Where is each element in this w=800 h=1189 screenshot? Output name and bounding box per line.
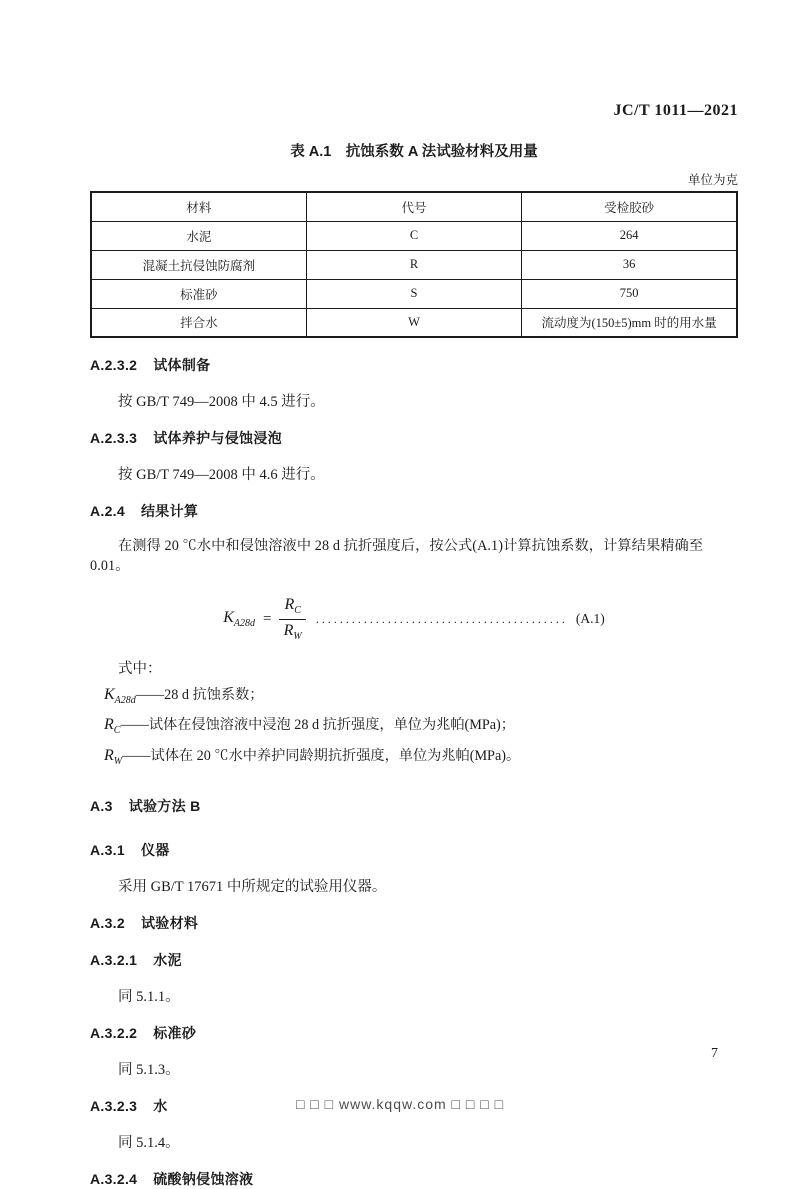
section-heading-a233 [90, 428, 738, 448]
footer-watermark: □ □ □ www.kqqw.com □ □ □ □ [295, 1096, 505, 1112]
section-heading-a32 [90, 913, 738, 933]
variable-rc: R [284, 596, 295, 613]
definition-symbol-subscript: A28d [114, 694, 136, 706]
definition-description: ——试体在 20 ℃水中养护同龄期抗折强度，单位为兆帕(MPa)。 [122, 747, 521, 764]
section-title: 硫酸钠侵蚀溶液 [153, 1170, 254, 1187]
table-body [91, 221, 737, 337]
variable-k: K [223, 609, 234, 626]
materials-table [90, 191, 738, 338]
section-number: A.3.1 [90, 841, 125, 858]
header-cell-code: 代号 [306, 192, 521, 221]
equation-number: (A.1) [575, 611, 605, 626]
section-number: A.2.4 [90, 503, 125, 519]
section-heading-a324 [90, 1169, 738, 1189]
variable-k-subscript: A28d [233, 618, 255, 629]
section-title: 试验材料 [140, 914, 199, 931]
cell-code: R [306, 250, 521, 279]
page-content [90, 0, 738, 1189]
section-body-a232: 按 GB/T 749—2008 中 4.5 进行。 [118, 394, 325, 410]
definition-symbol: K [104, 686, 115, 703]
variable-rc-subscript: C [294, 605, 301, 616]
cell-code: S [306, 279, 521, 308]
variable-rw-subscript: W [293, 630, 302, 642]
section-title: 结果计算 [140, 503, 199, 519]
definition-symbol: R [104, 746, 114, 764]
definition-rc [90, 713, 738, 738]
section-title: 试体制备 [153, 357, 211, 373]
section-heading-a322 [90, 1023, 738, 1043]
section-heading-a24 [90, 501, 738, 521]
fraction-numerator [279, 595, 305, 620]
definition-rw [90, 744, 738, 769]
table-row [91, 308, 737, 337]
dot-leader: .......................................... [315, 611, 568, 626]
fraction [279, 595, 305, 643]
cell-material: 标准砂 [91, 279, 306, 308]
cell-material: 水泥 [91, 221, 306, 250]
section-number: A.3.2 [90, 914, 125, 931]
section-number: A.2.3.3 [90, 430, 138, 446]
table-row [91, 221, 737, 250]
standard-code: JC/T 1011—2021 [613, 102, 738, 119]
page-number: 7 [711, 1046, 718, 1061]
section-title: 水 [153, 1097, 168, 1114]
section-title: 试验方法 B [128, 797, 201, 814]
fraction-denominator [284, 620, 302, 644]
header-cell-mortar: 受检胶砂 [522, 192, 737, 221]
cell-amount: 750 [522, 279, 737, 308]
section-body-a321: 同 5.1.1。 [118, 988, 180, 1005]
section-body-a323: 同 5.1.4。 [118, 1134, 180, 1151]
section-title: 标准砂 [153, 1024, 197, 1041]
cell-material: 拌合水 [91, 308, 306, 337]
section-number: A.3.2.4 [90, 1170, 138, 1187]
definition-description: ——试体在侵蚀溶液中浸泡 28 d 抗折强度，单位为兆帕(MPa)； [120, 717, 515, 734]
section-number: A.3 [90, 797, 113, 814]
section-body-a322: 同 5.1.3。 [118, 1061, 180, 1078]
table-header-row [91, 192, 737, 221]
variable-rw: R [283, 621, 294, 639]
definition-symbol-subscript: C [113, 725, 121, 737]
table-row [91, 279, 737, 308]
cell-amount: 36 [522, 250, 737, 279]
definition-k [90, 683, 738, 708]
table-row [91, 250, 737, 279]
cell-material: 混凝土抗侵蚀防腐剂 [91, 250, 306, 279]
header-cell-material: 材料 [91, 192, 306, 221]
section-number: A.3.2.1 [90, 951, 138, 968]
cell-amount: 流动度为(150±5)mm 时的用水量 [522, 308, 737, 337]
section-heading-a3 [90, 796, 738, 816]
definition-description: ——28 d 抗蚀系数； [135, 687, 264, 703]
section-title: 试体养护与侵蚀浸泡 [153, 430, 282, 446]
section-number: A.3.2.3 [90, 1097, 138, 1114]
cell-code: W [306, 308, 521, 337]
definitions-intro: 式中： [118, 661, 162, 677]
section-body-a31: 采用 GB/T 17671 中所规定的试验用仪器。 [118, 878, 387, 895]
formula-lhs [223, 609, 255, 629]
cell-amount: 264 [522, 221, 737, 250]
equals-sign: = [262, 610, 272, 627]
cell-code: C [306, 221, 521, 250]
section-number: A.3.2.2 [90, 1024, 138, 1041]
table-caption: 表 A.1 抗蚀系数 A 法试验材料及用量 [290, 144, 538, 160]
section-title: 仪器 [140, 841, 170, 858]
definition-symbol-subscript: W [113, 755, 123, 767]
definition-symbol: R [104, 716, 114, 734]
section-heading-a31 [90, 840, 738, 860]
section-heading-a321 [90, 950, 738, 970]
section-body-a233: 按 GB/T 749—2008 中 4.6 进行。 [118, 467, 325, 483]
section-heading-a232 [90, 355, 738, 375]
table-head [91, 192, 737, 221]
unit-note: 单位为克 [687, 173, 738, 187]
section-number: A.2.3.2 [90, 357, 138, 373]
section-title: 水泥 [153, 951, 182, 968]
section-body-a24: 在测得 20 ℃水中和侵蚀溶液中 28 d 抗折强度后，按公式(A.1)计算抗蚀系数，计算结果精确至 0.01。 [90, 538, 704, 574]
formula-a1 [90, 595, 738, 643]
